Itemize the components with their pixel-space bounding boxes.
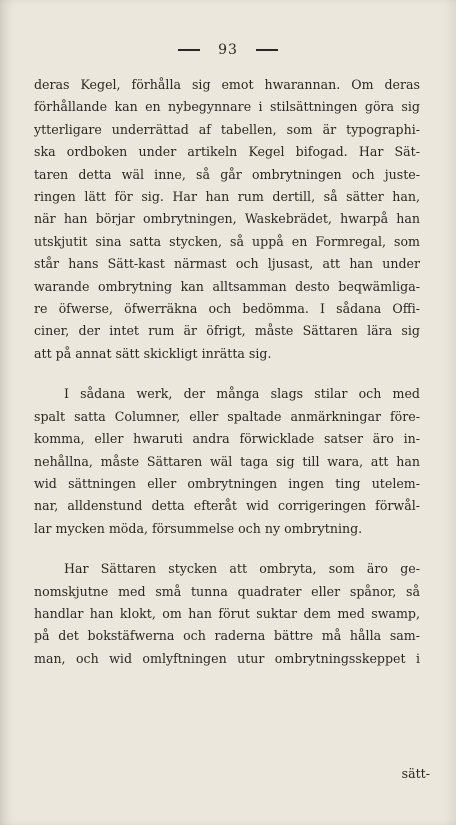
text-line: utskjutit sina satta stycken, så uppå en Formregal, som	[34, 233, 420, 249]
header-dash-right	[256, 49, 278, 51]
text-line: att på annat sätt skickligt inrätta sig.	[34, 345, 272, 361]
text-line: förhållande kan en nybegynnare i stilsättningen göra sig	[34, 99, 420, 115]
text-line: Har Sättaren stycken att ombryta, som äro ge-	[64, 561, 420, 577]
catchword: sätt-	[401, 766, 430, 781]
text-line: re öfwerse, öfwerräkna och bedömma. I sådana Offi-	[34, 301, 420, 317]
text-line: lar mycken möda, försummelse och ny ombrytning.	[34, 520, 363, 536]
text-line: warande ombrytning kan alltsamman desto beqwämliga-	[34, 278, 420, 294]
text-line: spalt satta Columner, eller spaltade anmärkningar före-	[34, 408, 420, 424]
text-line: står hans Sätt-kast närmast och ljusast, att han under	[34, 256, 420, 272]
text-line: wid sättningen eller ombrytningen ingen ting utelem-	[34, 475, 420, 491]
text-line: komma, eller hwaruti andra förwicklade satser äro in-	[34, 431, 420, 447]
text-line: nehållna, måste Sättaren wäl taga sig till wara, att han	[34, 453, 420, 469]
text-line: ciner, der intet rum är öfrigt, måste Sättaren lära sig	[34, 323, 420, 339]
page-number: 93	[218, 42, 238, 58]
text-line: på det bokstäfwerna och raderna bättre må hålla sam-	[34, 628, 420, 644]
header-dash-left	[178, 49, 200, 51]
text-line: I sådana werk, der många slags stilar och med	[64, 386, 420, 402]
text-line: handlar han klokt, om han förut suktar dem med swamp,	[34, 605, 420, 621]
text-line: ringen lätt för sig. Har han rum dertill, så sätter han,	[34, 189, 420, 205]
page-header	[0, 42, 456, 58]
body-text	[34, 74, 420, 670]
paragraph-3	[34, 558, 420, 670]
paragraph-gap	[34, 540, 420, 558]
paragraph-1	[34, 74, 420, 365]
paragraph-2	[34, 383, 420, 540]
text-line: taren detta wäl inne, så går ombrytningen och juste-	[34, 166, 420, 182]
text-line: när han börjar ombrytningen, Waskebrädet, hwarpå han	[34, 211, 420, 227]
paragraph-gap	[34, 365, 420, 383]
text-line: ska ordboken under artikeln Kegel bifogad. Har Sät-	[34, 144, 420, 160]
text-line: nomskjutne med små tunna quadrater eller spånor, så	[34, 583, 420, 599]
text-line: nar, alldenstund detta efteråt wid corrigeringen förwål-	[34, 498, 420, 514]
text-line: ytterligare underrättad af tabellen, som är typographi-	[34, 121, 420, 137]
text-line: man, och wid omlyftningen utur ombrytningsskeppet i	[34, 650, 420, 666]
text-line: deras Kegel, förhålla sig emot hwarannan. Om deras	[34, 77, 420, 92]
